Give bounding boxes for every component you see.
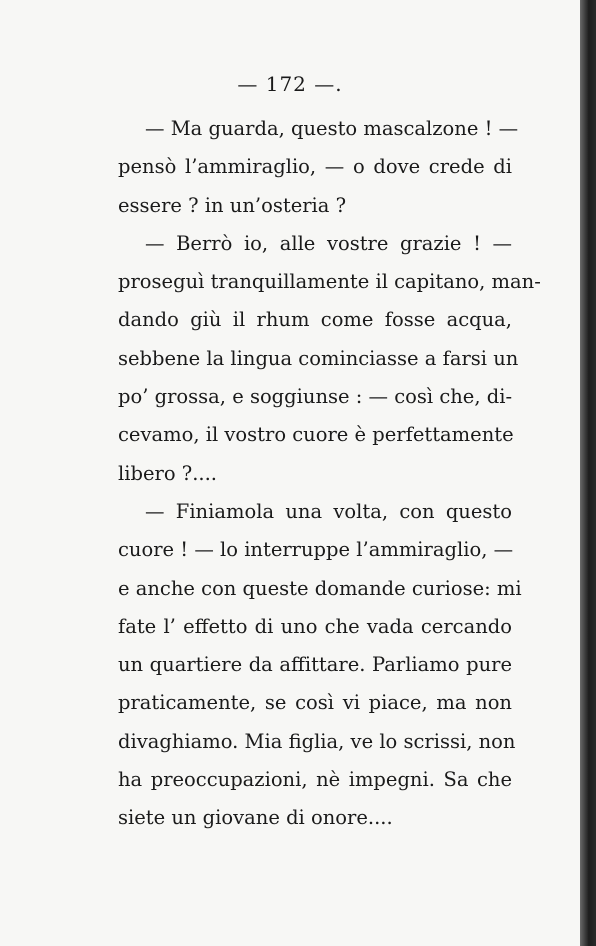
book-spine-edge bbox=[580, 0, 596, 946]
text-line: e anche con queste domande curiose: mi bbox=[118, 576, 522, 600]
text-line: — Ma guarda, questo mascalzone ! — bbox=[145, 117, 519, 140]
text-line: dando giù il rhum come fosse acqua, bbox=[118, 308, 512, 332]
text-line: praticamente, se così vi piace, ma non bbox=[118, 691, 512, 715]
text-line: fate l’ effetto di uno che vada cercando bbox=[118, 614, 512, 638]
page-number-header: — 172 —. bbox=[237, 72, 343, 96]
text-line: sebbene la lingua cominciasse a farsi un bbox=[118, 346, 519, 370]
text-line: cuore ! — lo interruppe l’ammiraglio, — bbox=[118, 538, 514, 562]
text-line: pensò l’ammiraglio, — o dove crede di bbox=[118, 155, 512, 179]
text-line: po’ grossa, e soggiunse : — così che, di- bbox=[118, 385, 513, 409]
body-text bbox=[118, 110, 541, 838]
text-line: ha preoccupazioni, nè impegni. Sa che bbox=[118, 768, 512, 792]
text-line: siete un giovane di onore.... bbox=[118, 806, 393, 830]
text-line: un quartiere da affittare. Parliamo pure bbox=[118, 653, 512, 677]
text-line: essere ? in un’osteria ? bbox=[118, 193, 347, 217]
text-line: libero ?.... bbox=[118, 461, 218, 485]
text-line: cevamo, il vostro cuore è perfettamente bbox=[118, 423, 514, 447]
text-line: proseguì tranquillamente il capitano, man- bbox=[118, 270, 541, 294]
text-line: — Berrò io, alle vostre grazie ! — bbox=[145, 231, 512, 255]
text-line: divaghiamo. Mia figlia, ve lo scrissi, non bbox=[118, 729, 516, 753]
text-line: — Finiamola una volta, con questo bbox=[145, 499, 512, 523]
